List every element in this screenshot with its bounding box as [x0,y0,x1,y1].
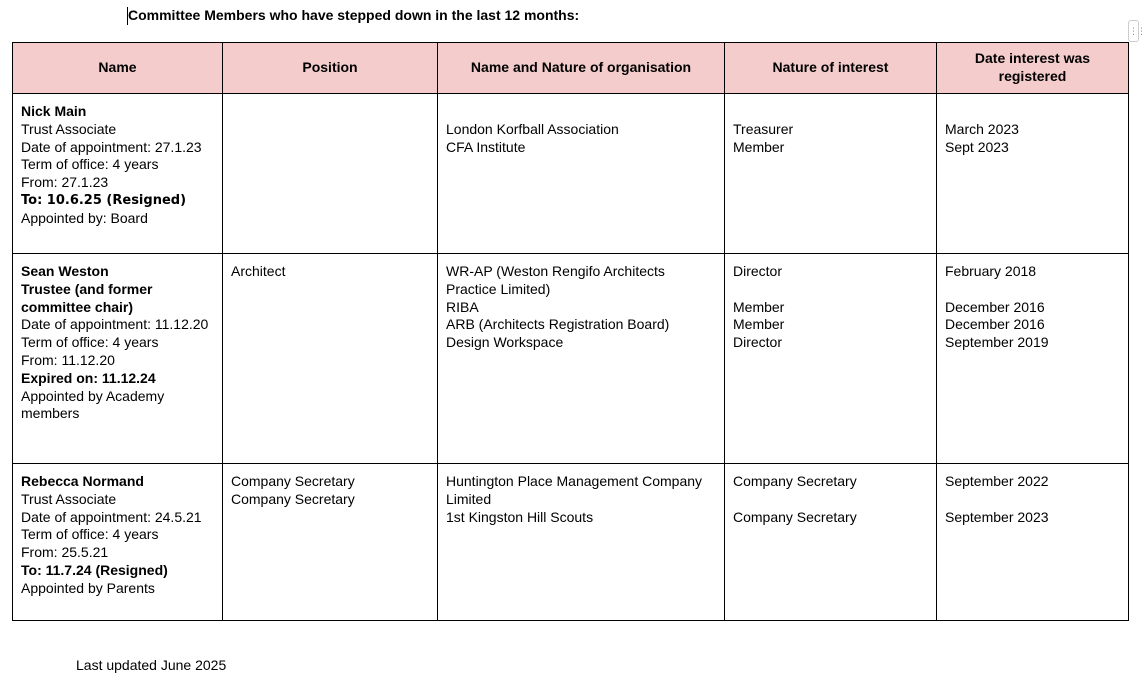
appointed-by: Appointed by: Board [21,209,148,226]
cell-position [223,94,438,254]
date-line: September 2022 [945,473,1049,489]
drag-handle-icon[interactable]: ⋮⋮ [1128,20,1139,42]
nature-line: Director [733,334,783,351]
member-name: Nick Main [21,103,87,119]
organisation-line: London Korfball Association [446,120,619,137]
cell-organisation [438,254,725,464]
nature-line: Director [733,263,783,279]
appointment-date: Date of appointment: 24.5.21 [21,508,202,525]
organisation-line: RIBA [446,298,479,315]
nature-line: Company Secretary [733,473,857,489]
date-line: Sept 2023 [945,138,1009,155]
cell-name [13,254,223,464]
term-of-office: Term of office: 4 years [21,526,159,543]
term-from: From: 11.12.20 [21,351,115,368]
last-updated-note: Last updated June 2025 [76,657,227,673]
cell-position [223,254,438,464]
term-of-office: Term of office: 4 years [21,334,159,351]
table-row [13,94,1129,254]
appointed-by: Appointed by Parents [21,579,155,596]
member-name: Rebecca Normand [21,473,144,489]
term-expired: Expired on: 11.12.24 [21,369,156,386]
page-heading: Committee Members who have stepped down in the last 12 months: [128,7,580,23]
cell-organisation [438,94,725,254]
term-to: To: 10.6.25 (Resigned) [21,192,187,208]
cell-name [13,464,223,621]
date-line: September 2019 [945,334,1049,351]
organisation-line: WR-AP (Weston Rengifo Architects Practice Limited) [446,263,665,297]
term-from: From: 27.1.23 [21,174,109,191]
nature-line: Member [733,298,785,315]
table-row [13,254,1129,464]
nature-line: Member [733,138,785,155]
date-line: December 2016 [945,298,1045,315]
position-line: Architect [231,263,286,279]
nature-line: Member [733,316,785,333]
position-line: Company Secretary [231,490,355,507]
organisation-line: ARB (Architects Registration Board) [446,316,670,333]
nature-line [733,491,928,509]
header-nature: Nature of interest [725,43,937,94]
date-line: February 2018 [945,263,1037,279]
header-date: Date interest was registered [937,43,1129,94]
table-header-row [13,43,1129,94]
appointment-date: Date of appointment: 11.12.20 [21,316,209,333]
date-line [945,281,1120,299]
table-row [13,464,1129,621]
header-position: Position [223,43,438,94]
cell-nature [725,254,937,464]
interests-table [12,42,1129,621]
term-to: To: 11.7.24 (Resigned) [21,561,168,578]
member-role: Trustee (and former committee chair) [21,280,153,315]
header-organisation: Name and Nature of organisation [438,43,725,94]
cell-position [223,464,438,621]
header-name: Name [13,43,223,94]
appointed-by: Appointed by Academy members [21,387,165,422]
cell-nature [725,464,937,621]
organisation-line [446,103,716,121]
organisation-line: 1st Kingston Hill Scouts [446,508,594,525]
member-name: Sean Weston [21,263,109,279]
cell-date [937,94,1129,254]
cell-date [937,254,1129,464]
cell-nature [725,94,937,254]
nature-line [733,103,928,121]
nature-line: Treasurer [733,120,794,137]
date-line: December 2016 [945,316,1045,333]
date-line: March 2023 [945,120,1019,137]
position-line: Company Secretary [231,473,355,489]
nature-line [733,281,928,299]
organisation-line: CFA Institute [446,138,526,155]
term-of-office: Term of office: 4 years [21,156,159,173]
organisation-line: Huntington Place Management Company Limited [446,473,703,507]
appointment-date: Date of appointment: 27.1.23 [21,138,202,155]
organisation-line: Design Workspace [446,334,564,351]
term-from: From: 25.5.21 [21,544,109,561]
nature-line: Company Secretary [733,508,857,525]
member-role: Trust Associate [21,120,117,137]
date-line [945,491,1120,509]
date-line [945,103,1120,121]
cell-name [13,94,223,254]
member-role: Trust Associate [21,490,117,507]
cell-organisation [438,464,725,621]
date-line: September 2023 [945,508,1049,525]
cell-date [937,464,1129,621]
